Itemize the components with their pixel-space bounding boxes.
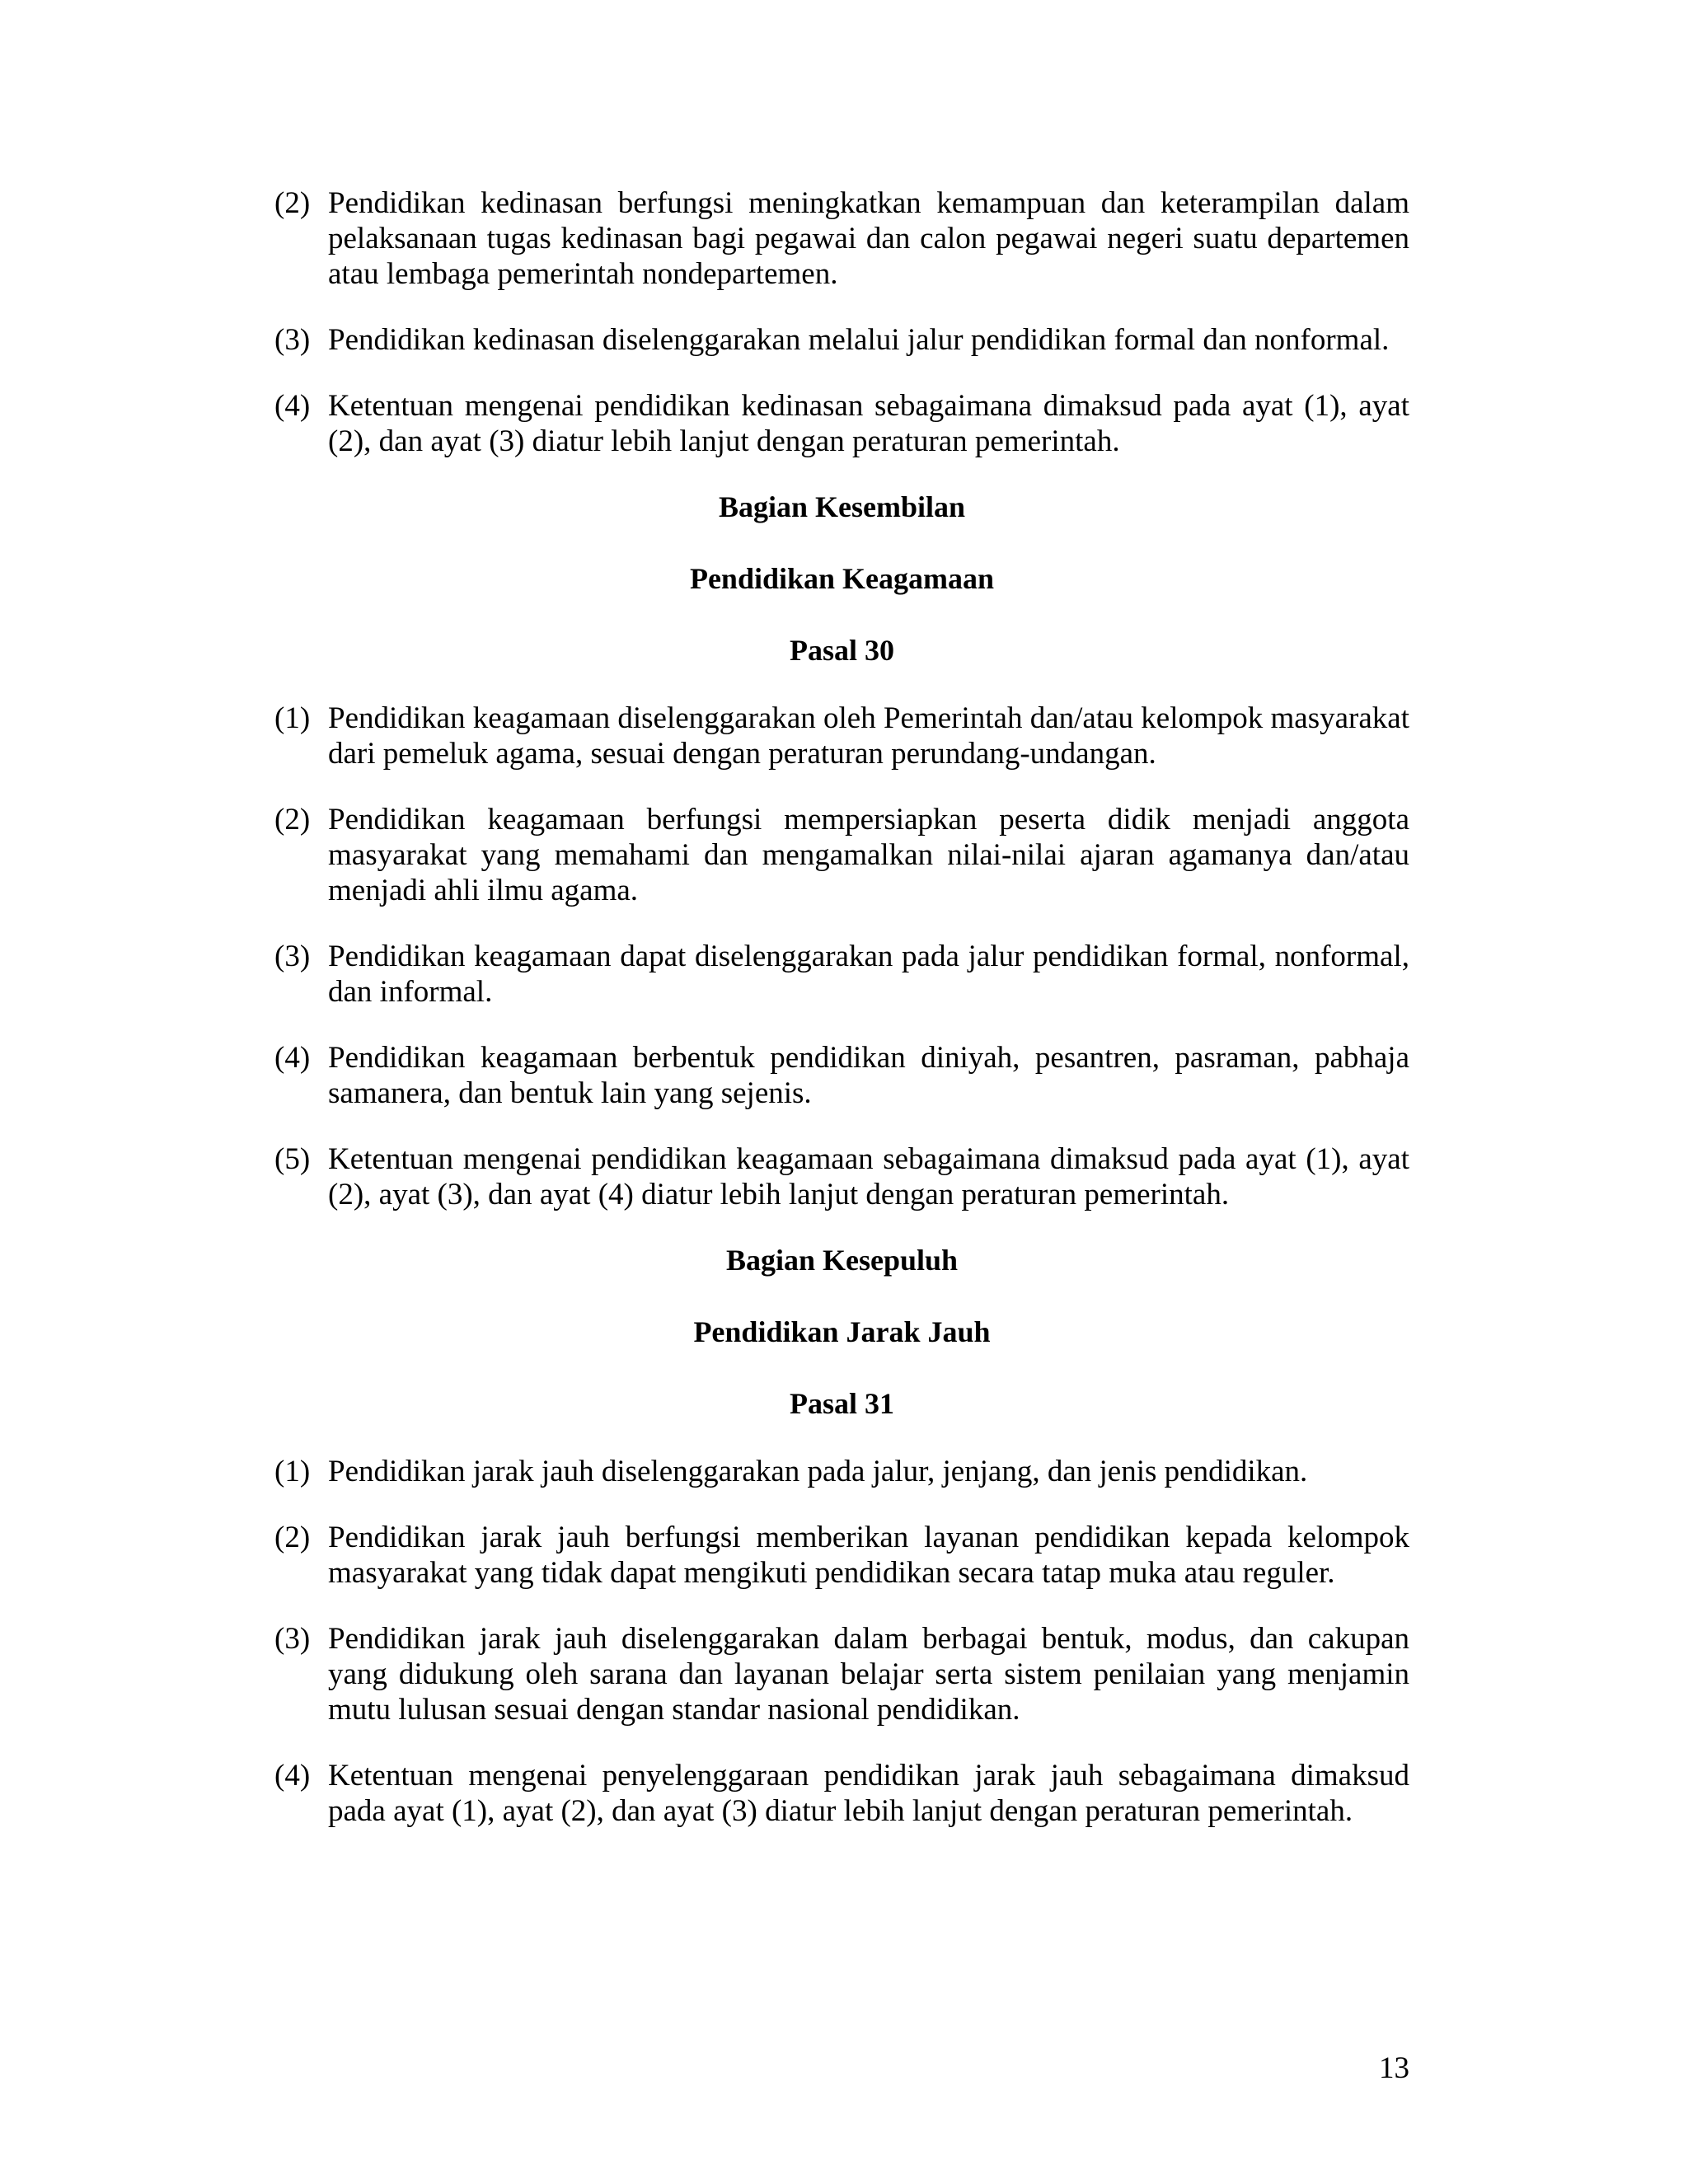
item-text: Pendidikan keagamaan dapat diselenggarakan pada jalur pendidikan formal, nonformal, dan informal. [328,940,1409,1009]
item-number: (3) [274,323,311,357]
list-item [274,388,1409,459]
item-text: Pendidikan keagamaan berbentuk pendidikan diniyah, pesantren, pasraman, pabhaja samanera, dan bentuk lain yang sejenis. [328,1041,1409,1110]
item-number: (1) [274,1455,311,1488]
article-heading: Pasal 30 [789,634,894,667]
item-text: Pendidikan jarak jauh berfungsi memberikan layanan pendidikan kepada kelompok masyarakat yang tidak dapat mengikuti pendidikan secara tatap muka atau reguler. [328,1521,1409,1590]
section-title: Pendidikan Jarak Jauh [693,1315,991,1348]
item-number: (4) [274,389,311,423]
list-item [274,185,1409,292]
item-number: (1) [274,701,311,735]
article-heading: Pasal 31 [789,1387,894,1420]
list-item [274,1141,1409,1212]
item-number: (3) [274,940,311,973]
list-item [274,1621,1409,1727]
list-item [274,1040,1409,1111]
list-item [274,939,1409,1010]
section-heading: Bagian Kesepuluh [725,1244,959,1277]
item-text: Ketentuan mengenai pendidikan keagamaan sebagaimana dimaksud pada ayat (1), ayat (2), ayat (3), dan ayat (4) diatur lebih lanjut dengan peraturan pemerintah. [328,1142,1409,1212]
list-item [274,802,1409,908]
section-heading: Bagian Kesembilan [718,490,966,523]
list-item [274,322,1409,358]
page-number: 13 [1379,2051,1409,2085]
item-text: Pendidikan kedinasan diselenggarakan melalui jalur pendidikan formal dan nonformal. [328,323,1390,357]
item-text: Pendidikan keagamaan berfungsi mempersiapkan peserta didik menjadi anggota masyarakat yang memahami dan mengamalkan nilai-nilai ajaran agamanya dan/atau menjadi ahli ilmu agama. [328,803,1409,907]
list-item [274,701,1409,771]
item-number: (3) [274,1622,311,1656]
list-item [274,1454,1409,1489]
list-item [274,1520,1409,1591]
item-text: Pendidikan kedinasan berfungsi meningkatkan kemampuan dan keterampilan dalam pelaksanaan tugas kedinasan bagi pegawai dan calon pegawai negeri suatu departemen atau lembaga pemerintah nondepartemen. [328,186,1409,291]
item-text: Pendidikan jarak jauh diselenggarakan pada jalur, jenjang, dan jenis pendidikan. [328,1455,1308,1488]
section-title: Pendidikan Keagamaan [689,562,995,595]
item-number: (2) [274,1521,311,1554]
item-text: Pendidikan keagamaan diselenggarakan oleh Pemerintah dan/atau kelompok masyarakat dari pemeluk agama, sesuai dengan peraturan perundang-undangan. [328,701,1410,771]
item-number: (5) [274,1142,311,1176]
list-item [274,1758,1409,1829]
item-text: Ketentuan mengenai penyelenggaraan pendidikan jarak jauh sebagaimana dimaksud pada ayat (1), ayat (2), dan ayat (3) diatur lebih lanjut dengan peraturan pemerintah. [328,1759,1409,1828]
item-number: (4) [274,1759,311,1793]
item-number: (4) [274,1041,311,1075]
item-text: Ketentuan mengenai pendidikan kedinasan sebagaimana dimaksud pada ayat (1), ayat (2), dan ayat (3) diatur lebih lanjut dengan peraturan pemerintah. [328,389,1409,458]
item-number: (2) [274,803,311,837]
document-body [274,185,1409,1859]
item-text: Pendidikan jarak jauh diselenggarakan dalam berbagai bentuk, modus, dan cakupan yang didukung oleh sarana dan layanan belajar serta sistem penilaian yang menjamin mutu lulusan sesuai dengan standar nasional pendidikan. [328,1622,1409,1727]
item-number: (2) [274,186,311,220]
